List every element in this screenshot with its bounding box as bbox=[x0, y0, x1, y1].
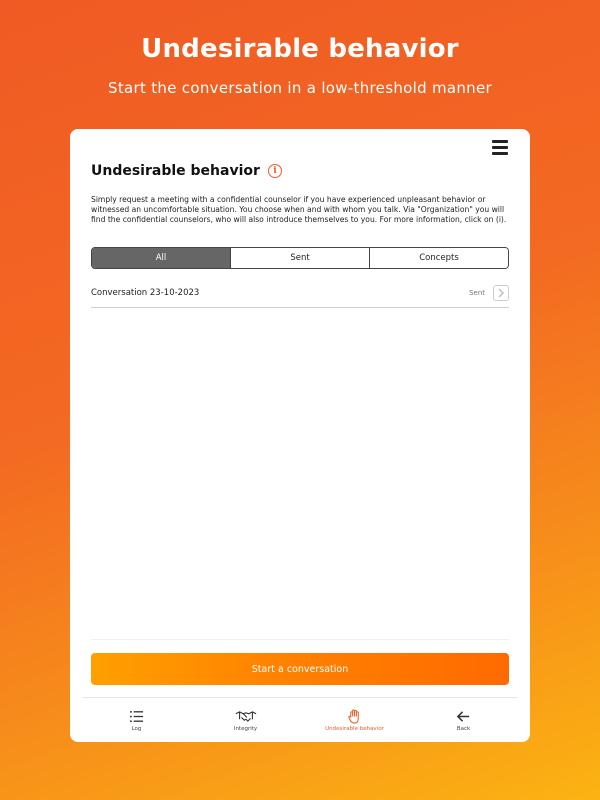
arrow-left-icon bbox=[456, 709, 471, 724]
tabbar-label-undesirable-behavior: Undesirable behavior bbox=[325, 726, 384, 732]
info-icon[interactable]: i bbox=[268, 164, 282, 178]
tab-sent[interactable]: Sent bbox=[230, 248, 369, 268]
app-screen bbox=[70, 129, 530, 742]
hero-title: Undesirable behavior bbox=[141, 34, 459, 64]
tabbar-item-integrity[interactable] bbox=[191, 698, 300, 742]
page-description: Simply request a meeting with a confidential counselor if you have experienced unpleasant behavior or witnessed an uncomfortable situation. You choose when and with whom you talk. Via "Organization" you will find the confidential counselors, who will also introduce themselves to you. For more information, click on (i). bbox=[91, 195, 507, 224]
page-title: Undesirable behavior bbox=[91, 163, 260, 179]
tab-concepts[interactable]: Concepts bbox=[369, 248, 508, 268]
chevron-right-icon[interactable] bbox=[493, 285, 509, 301]
list-icon bbox=[129, 709, 144, 724]
hero-subtitle: Start the conversation in a low-threshold manner bbox=[108, 79, 492, 97]
page-header bbox=[91, 163, 282, 179]
tabbar-item-log[interactable] bbox=[82, 698, 191, 742]
tabbar-item-back[interactable] bbox=[409, 698, 518, 742]
conversation-list bbox=[91, 279, 509, 308]
list-item[interactable] bbox=[91, 279, 509, 308]
start-conversation-button[interactable]: Start a conversation bbox=[91, 653, 509, 685]
divider bbox=[91, 639, 509, 640]
tabbar-label-back: Back bbox=[456, 726, 471, 732]
hamburger-menu-icon[interactable] bbox=[492, 140, 508, 155]
conversation-title: Conversation 23-10-2023 bbox=[91, 288, 200, 298]
hand-icon bbox=[347, 709, 362, 724]
tab-all[interactable]: All bbox=[92, 248, 230, 268]
handshake-icon bbox=[235, 709, 257, 724]
filter-tabs bbox=[91, 247, 509, 269]
tabbar-label-log: Log bbox=[131, 726, 142, 732]
status-label: Sent bbox=[469, 289, 485, 297]
bottom-tab-bar bbox=[82, 697, 518, 742]
tabbar-item-undesirable-behavior[interactable] bbox=[300, 698, 409, 742]
tabbar-label-integrity: Integrity bbox=[233, 726, 258, 732]
